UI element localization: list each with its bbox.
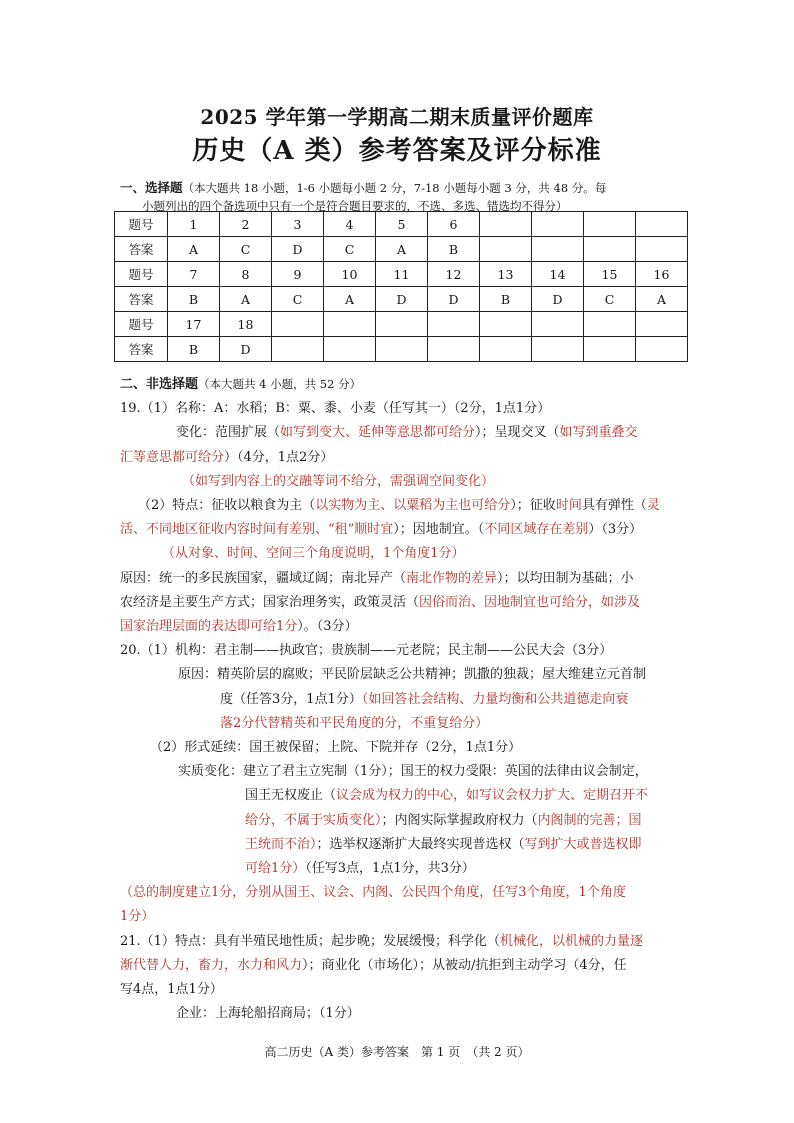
answer-table-cell bbox=[532, 237, 584, 262]
q20-line2: 原因：精英阶层的腐败；平民阶层缺乏公共精神；凯撒的独裁；屋大维建立元首制 bbox=[178, 667, 647, 683]
answer-table-cell: 13 bbox=[480, 262, 532, 287]
answer-table-cell: C bbox=[324, 237, 376, 262]
answer-table-cell bbox=[376, 337, 428, 362]
section1-desc-line2: 小题列出的四个备选项中只有一个是符合题目要求的，不选、多选、错选均不得分） bbox=[142, 199, 568, 213]
q19-line2: 变化：范围扩展（如写到变大、延伸等意思都可给分）；呈现交叉（如写到重叠交 bbox=[176, 425, 638, 441]
q20-line4: 落2分代替精英和平民角度的分，不重复给分） bbox=[220, 715, 489, 731]
q19-line8: 原因：统一的多民族国家，疆域辽阔；南北异产（南北作物的差异）；以均田制为基础；小 bbox=[120, 570, 634, 586]
answer-table-cell bbox=[636, 337, 688, 362]
answer-table-cell: A bbox=[324, 287, 376, 312]
answer-table-cell: D bbox=[532, 287, 584, 312]
answer-table-cell: D bbox=[428, 287, 480, 312]
answer-table-cell: A bbox=[168, 237, 220, 262]
answer-table-cell: 4 bbox=[324, 212, 376, 237]
q19-line9: 农经济是主要生产方式；国家治理务实，政策灵活（因俗而治、因地制宜也可给分，如涉及 bbox=[120, 594, 641, 610]
answer-table-cell: D bbox=[220, 337, 272, 362]
document-subtitle: 历史（A 类）参考答案及评分标准 bbox=[192, 136, 602, 166]
q19-line7: （从对象、时间、空间三个角度说明，1个角度1分） bbox=[162, 546, 465, 562]
q21-line1: 21.（1）特点：具有半殖民地性质；起步晚；发展缓慢；科学化（机械化，以机械的力量逐 bbox=[120, 933, 643, 949]
answer-table-cell: A bbox=[376, 237, 428, 262]
answer-table-cell: 11 bbox=[376, 262, 428, 287]
answer-table-cell: B bbox=[480, 287, 532, 312]
q20-line8: 给分，不属于实质变化）；内阁实际掌握政府权力（内阁制的完善；国 bbox=[245, 812, 642, 828]
answer-table-cell: 16 bbox=[636, 262, 688, 287]
q21-line2: 渐代替人力，畜力，水力和风力）；商业化（市场化）；从被动/抗拒到主动学习（4分，任 bbox=[120, 957, 627, 973]
answer-table-cell: 5 bbox=[376, 212, 428, 237]
q20-line1: 20.（1）机构：君主制——执政官；贵族制——元老院；民主制——公民大会（3分） bbox=[120, 643, 613, 659]
answer-table-row-label: 答案 bbox=[115, 237, 168, 262]
answer-table-cell bbox=[584, 312, 636, 337]
answer-table-cell bbox=[636, 237, 688, 262]
answer-table-cell bbox=[428, 312, 480, 337]
answer-table-cell bbox=[428, 337, 480, 362]
answer-table-row-label: 题号 bbox=[115, 312, 168, 337]
answer-table-cell bbox=[480, 237, 532, 262]
q20-line12: 1分） bbox=[120, 909, 155, 925]
section1-desc-line1: （本大题共 18 小题，1-6 小题每小题 2 分，7-18 小题每小题 3 分，共 48 分。每 bbox=[182, 181, 607, 195]
answer-table-cell bbox=[324, 312, 376, 337]
q20-line7: 国王无权废止（议会成为权力的中心，如写议会权力扩大、定期召开不 bbox=[245, 788, 649, 804]
answer-table-row bbox=[115, 312, 688, 337]
answer-table-cell bbox=[584, 237, 636, 262]
q21-line3: 写4点，1点1分） bbox=[120, 982, 223, 998]
answer-table-cell bbox=[636, 212, 688, 237]
answer-table-cell: 1 bbox=[168, 212, 220, 237]
answer-table-cell: C bbox=[272, 287, 324, 312]
q21-line4: 企业：上海轮船招商局；（1分） bbox=[176, 1006, 360, 1022]
q19-line5: （2）特点：征收以粮食为主（以实物为主、以粟稻为主也可给分）；征收时间具有弹性（灵 bbox=[138, 498, 660, 514]
answer-table-cell: B bbox=[168, 337, 220, 362]
section2-heading: 二、非选择题（本大题共 4 小题，共 52 分） bbox=[120, 377, 362, 392]
answer-table-cell bbox=[480, 337, 532, 362]
answer-table-row bbox=[115, 237, 688, 262]
q20-line6: 实质变化：建立了君主立宪制（1分）；国王的权力受限：英国的法律由议会制定， bbox=[178, 764, 648, 780]
answer-table-cell bbox=[376, 312, 428, 337]
page-footer: 高二历史（A 类）参考答案 第 1 页 （共 2 页） bbox=[264, 1045, 530, 1059]
answer-table-cell: 3 bbox=[272, 212, 324, 237]
answer-table-cell: 14 bbox=[532, 262, 584, 287]
q19-line4: （如写到内容上的交融等词不给分，需强调空间变化） bbox=[182, 473, 495, 489]
answer-table-cell: 2 bbox=[220, 212, 272, 237]
answer-table-row bbox=[115, 212, 688, 237]
q19-line6: 活、不同地区征收内容时间有差别、“租”顺时宜）；因地制宜。（不同区域存在差别）（3分） bbox=[120, 522, 643, 538]
q20-line9: 王统而不治）；选举权逐渐扩大最终实现普选权（写到扩大或普选权即 bbox=[245, 836, 642, 852]
answer-table-cell bbox=[480, 212, 532, 237]
answer-table-cell: C bbox=[220, 237, 272, 262]
answer-table-cell: 17 bbox=[168, 312, 220, 337]
answer-table-cell: 18 bbox=[220, 312, 272, 337]
answer-table bbox=[114, 211, 688, 362]
non-choice-answers bbox=[120, 372, 680, 1026]
answer-table-cell: B bbox=[428, 237, 480, 262]
answer-table-cell bbox=[480, 312, 532, 337]
answer-table-cell bbox=[532, 337, 584, 362]
answer-table-cell bbox=[584, 212, 636, 237]
section1-heading bbox=[120, 179, 680, 215]
answer-table-cell: A bbox=[636, 287, 688, 312]
answer-table-cell: 9 bbox=[272, 262, 324, 287]
answer-table-cell bbox=[272, 312, 324, 337]
section1-title: 一、选择题 bbox=[120, 180, 183, 195]
answer-table-cell bbox=[636, 312, 688, 337]
answer-table-row-label: 答案 bbox=[115, 337, 168, 362]
answer-table-cell: D bbox=[376, 287, 428, 312]
answer-table-cell: 12 bbox=[428, 262, 480, 287]
document-title: 2025 学年第一学期高二期末质量评价题库 bbox=[200, 105, 594, 129]
q20-line10: 可给1分）（任写3点，1点1分，共3分） bbox=[245, 861, 475, 877]
q19-line1: 19.（1）名称：A：水稻；B：粟、黍、小麦（任写其一）（2分，1点1分） bbox=[120, 401, 551, 417]
q20-line11: （总的制度建立1分，分别从国王、议会、内阁、公民四个角度，任写3个角度，1个角度 bbox=[120, 885, 626, 901]
answer-table-cell: C bbox=[584, 287, 636, 312]
answer-table-cell bbox=[272, 337, 324, 362]
answer-table-cell: D bbox=[272, 237, 324, 262]
answer-table-row-label: 题号 bbox=[115, 212, 168, 237]
answer-table-cell: 10 bbox=[324, 262, 376, 287]
answer-table-cell bbox=[584, 337, 636, 362]
q19-line3: 汇等意思都可给分）（4分，1点2分） bbox=[120, 449, 334, 465]
q20-line3: 度（任答3分，1点1分）（如回答社会结构、力量均衡和公共道德走向衰 bbox=[220, 691, 629, 707]
answer-table-cell: 8 bbox=[220, 262, 272, 287]
answer-table-cell: 6 bbox=[428, 212, 480, 237]
answer-table-cell: A bbox=[220, 287, 272, 312]
answer-table-row-label: 题号 bbox=[115, 262, 168, 287]
answer-table-cell bbox=[532, 312, 584, 337]
answer-table-row bbox=[115, 337, 688, 362]
q19-line10: 国家治理层面的表达即可给1分）。（3分） bbox=[120, 619, 358, 635]
answer-table-row bbox=[115, 287, 688, 312]
answer-table-row-label: 答案 bbox=[115, 287, 168, 312]
answer-table-cell bbox=[324, 337, 376, 362]
q20-line5: （2）形式延续：国王被保留；上院、下院并存（2分，1点1分） bbox=[150, 740, 522, 756]
answer-table-cell bbox=[532, 212, 584, 237]
answer-table-cell: 7 bbox=[168, 262, 220, 287]
answer-table-cell: B bbox=[168, 287, 220, 312]
answer-table-row bbox=[115, 262, 688, 287]
answer-table-cell: 15 bbox=[584, 262, 636, 287]
